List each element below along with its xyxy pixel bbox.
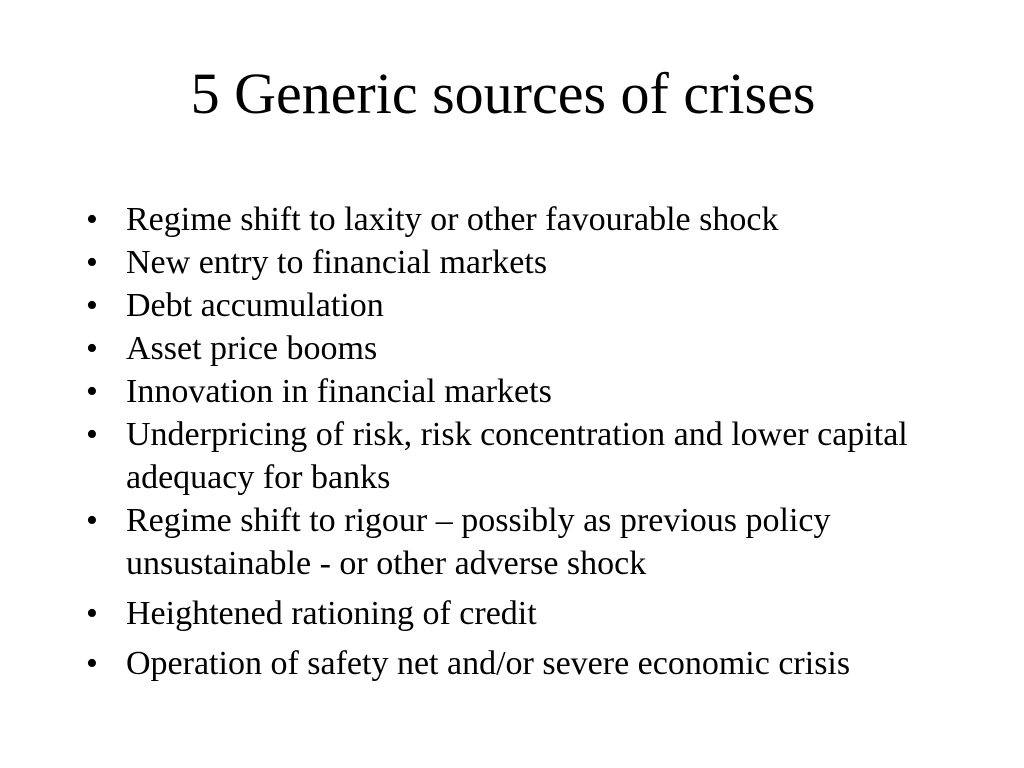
bullet-icon: • [86,244,98,281]
list-item-text: Asset price booms [126,330,378,367]
list-item-text: Debt accumulation [126,287,384,324]
bullet-icon: • [86,416,98,453]
list-item-text: Heightened rationing of credit [126,595,537,632]
list-item-text: Underpricing of risk, risk concentration and lower capital adequacy for banks [126,416,908,496]
list-item [86,284,966,327]
list-item-text: Regime shift to rigour – possibly as previous policy unsustainable - or other adverse shock [126,502,831,582]
bullet-icon: • [86,330,98,367]
list-item-text: New entry to financial markets [126,244,548,281]
bullet-icon: • [86,287,98,324]
list-item [86,499,966,585]
list-item [86,198,966,241]
list-item [86,241,966,284]
bullet-list [86,198,966,685]
bullet-icon: • [86,201,98,238]
list-item [86,370,966,413]
bullet-icon: • [86,595,98,632]
bullet-icon: • [86,373,98,410]
bullet-icon: • [86,502,98,539]
list-item [86,642,966,685]
list-item [86,413,966,499]
list-item [86,327,966,370]
list-item-text: Operation of safety net and/or severe economic crisis [126,645,851,682]
list-item-text: Innovation in financial markets [126,373,552,410]
bullet-icon: • [86,645,98,682]
slide-title: 5 Generic sources of crises [190,61,816,126]
list-item [86,592,966,635]
list-item-text: Regime shift to laxity or other favourable shock [126,201,779,238]
